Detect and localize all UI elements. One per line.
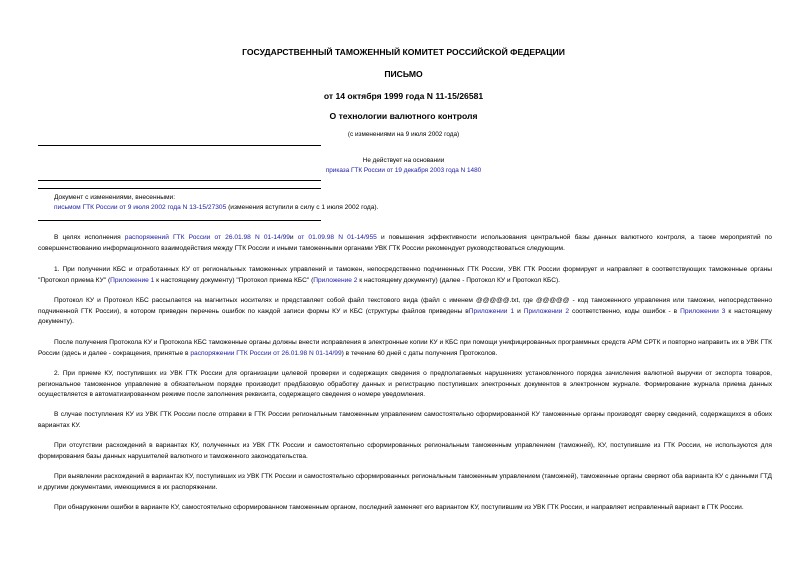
- appendix-link[interactable]: Приложении 1: [468, 307, 515, 315]
- amendment-intro: Документ с изменениями, внесенными:: [54, 194, 176, 201]
- document-type: ПИСЬМО: [384, 69, 423, 79]
- status-text: Не действует на основании: [362, 157, 445, 164]
- amendment-effective-note: (изменения вступили в силу с 1 июля 2002 года).: [226, 203, 379, 211]
- appendix-link[interactable]: Приложении 2: [523, 307, 570, 315]
- directive-link[interactable]: распоряжений ГТК России от 26.01.98 N 01-14/99: [124, 234, 290, 241]
- appendix-link[interactable]: Приложении 3: [680, 307, 726, 315]
- directive-link[interactable]: от 01.09.98 N 01-14/955: [297, 234, 377, 241]
- directive-link[interactable]: распоряжении ГТК России от 26.01.98 N 01-14/99: [190, 349, 342, 357]
- document-subject: О технологии валютного контроля: [329, 111, 478, 121]
- appendix-link[interactable]: Приложение 2: [313, 276, 358, 284]
- appendix-link[interactable]: Приложение 1: [110, 276, 155, 284]
- paragraph: 2. При приеме КУ, поступивших из УВК ГТК России для организации целевой проверки и содержащих сведения о предполагаемых нарушениях установленного порядка зачисления валютной выручки от экспорта товаров, региональное таможенное управление в обязательном порядке производит предбазовую обработку данных и регистрацию поступивших электронных документов в электронном журнале. Формирование журнала приема данных осуществляется в автоматизированном режиме после заполнения реквизита, содержащего сведения о номере уведомления.: [38, 370, 772, 399]
- divider: [38, 220, 321, 221]
- paragraph: При отсутствии расхождений в вариантах КУ, полученных из УВК ГТК России и самостоятельно сформированных региональным таможенным управлением (таможней), КУ, поступившие из ГТК России, не используются для формирования базы данных нарушителей валютного и таможенного законодательства.: [38, 442, 772, 460]
- divider: [38, 188, 321, 189]
- divider: [38, 145, 321, 146]
- paragraph: При выявлении расхождений в вариантах КУ, поступивших из УВК ГТК России и самостоятельно сформированных региональным таможенным управлением (таможней), таможенные органы сверяют оба варианта КУ с данными ГТД и другими документами, имеющимися в их распоряжении.: [38, 473, 772, 491]
- paragraph: В целях исполнения распоряжений ГТК России от 26.01.98 N 01-14/99и от 01.09.98 N 01-14/955 и повышения эффективности использования центральной базы данных валютного контроля, а также мероприятий по совершенствованию информационного взаимодействия между ГТК России и иными таможенными органами УВК ГТК России рекомендует руководствоваться следующим.: [38, 234, 772, 252]
- paragraph: При обнаружении ошибки в варианте КУ, самостоятельно сформированном таможенным органом, последний заменяет его вариантом КУ, поступившим из УВК ГТК России, и направляет исправленный вариант в ГТК России.: [54, 504, 744, 511]
- issuing-authority: ГОСУДАРСТВЕННЫЙ ТАМОЖЕННЫЙ КОМИТЕТ РОССИЙСКОЙ ФЕДЕРАЦИИ: [242, 47, 565, 57]
- divider: [38, 180, 321, 181]
- paragraph: Протокол КУ и Протокол КБС рассылается на магнитных носителях и представляет собой файл текстового вида (файл с именем @@@@@.txt, где @@@@@ - код таможенного управления или таможни, непосредственно подчиненной ГТК России), в котором приведен перечень ошибок по каждой записи формы КУ и КБС (структуры файлов приведены вПриложении 1 и Приложении 2 соответственно, коды ошибок - в Приложении 3 к настоящему документу).: [38, 297, 772, 326]
- amendment-block: [54, 193, 754, 212]
- status-link[interactable]: [0, 167, 807, 174]
- paragraph: 1. При получении КБС и отработанных КУ от региональных таможенных управлений и таможен, непосредственно подчиненных ГТК России, УВК ГТК России формирует и направляет в соответствующих таможенные органы "Протокол приема КУ" (Приложение 1 к настоящему документу) "Протокол приема КБС" (Приложение 2 к настоящему документу) (далее - Протокол КУ и Протокол КБС).: [38, 266, 772, 284]
- document-date-number: от 14 октября 1999 года N 11-15/26581: [323, 91, 484, 101]
- paragraph: После получения Протокола КУ и Протокола КБС таможенные органы должны внести исправления в электронные копии КУ и КБС при помощи унифицированных программных средств АРМ СРТК и повторно направить их в УВК ГТК России (здесь и далее - сокращения, принятые в распоряжении ГТК России от 26.01.98 N 01-14/99) в течение 60 дней с даты получения Протоколов.: [38, 339, 772, 357]
- amending-letter-link[interactable]: письмом ГТК России от 9 июля 2002 года N 13-15/27305: [54, 203, 227, 211]
- paragraph: В случае поступления КУ из УВК ГТК России после отправки в ГТК России региональным таможенным управлением самостоятельно сформированной КУ таможенные органы производят сверку сведений, содержащихся в обоих вариантах КУ.: [38, 411, 772, 429]
- repeal-order-link[interactable]: приказа ГТК России от 19 декабря 2003 года N 1480: [325, 167, 482, 174]
- amendments-note: (с изменениями на 9 июля 2002 года): [347, 131, 460, 138]
